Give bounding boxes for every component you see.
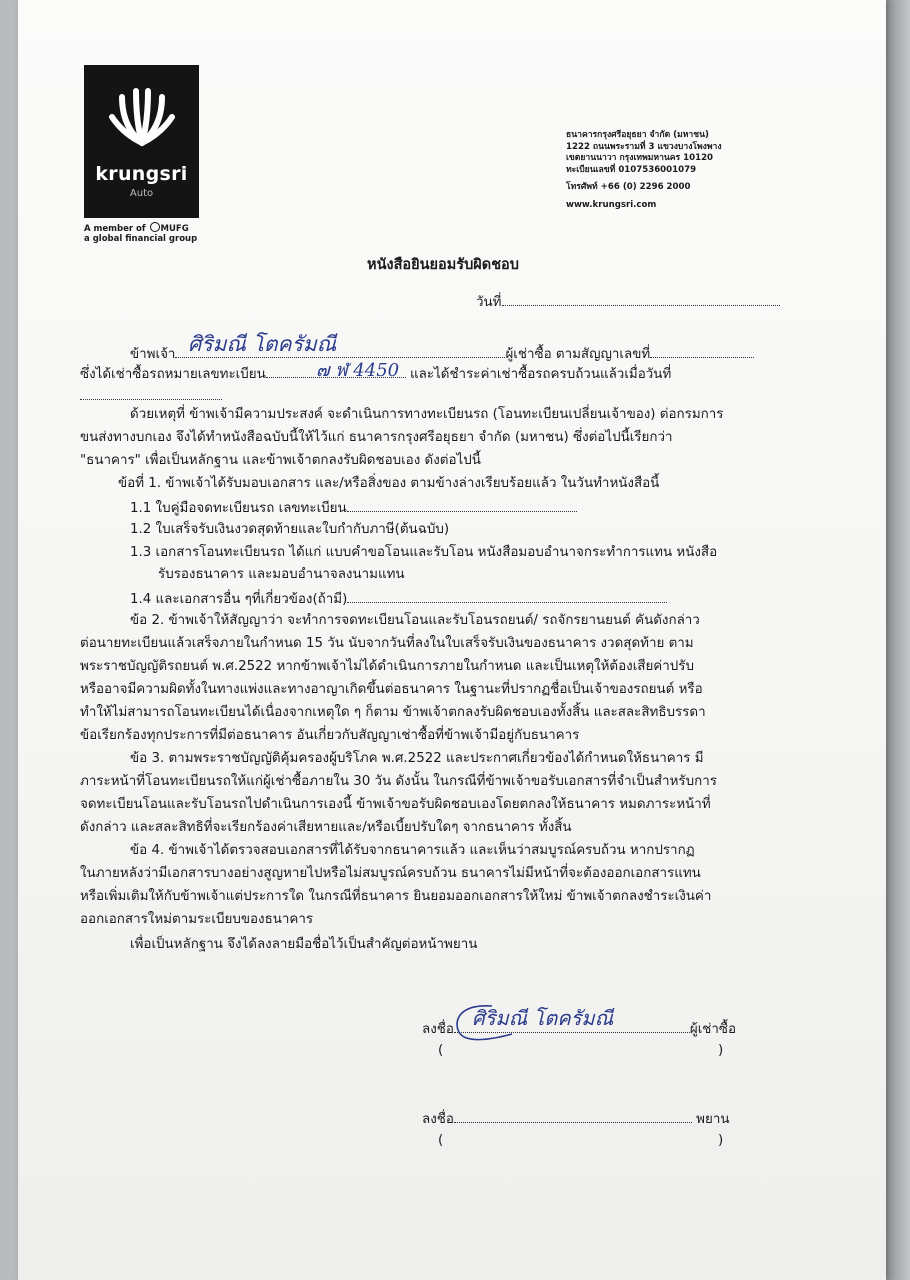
witness-signature-blank <box>454 1108 692 1123</box>
member-tagline <box>84 222 244 244</box>
clause3-line: ข้อ 3. ตามพระราชบัญญัติคุ้มครองผู้บริโภค พ.ศ.2522 และประกาศเกี่ยวข้องได้กำหนดให้ธนาคาร มี <box>130 751 704 766</box>
handwritten-renter-name: ศิริมณี โตครัมณี <box>188 332 337 356</box>
mufg-icon <box>150 222 160 232</box>
website: www.krungsri.com <box>566 199 657 210</box>
brand-name: krungsri <box>95 163 188 185</box>
clause4-line: หรือเพิ่มเติมให้กับข้าพเจ้าแต่ประการใด ในกรณีที่ธนาคาร ยินยอมออกเอกสารให้ใหม่ ข้าพเจ้าตกลงชำระเงินค่า <box>80 889 712 904</box>
brand-sub: Auto <box>129 188 154 199</box>
contract-label: ผู้เช่าซื้อ ตามสัญญาเลขที่ <box>505 347 651 362</box>
witness-paren-close: ) <box>718 1133 724 1148</box>
date-line <box>476 291 780 313</box>
member-mufg: MUFG <box>160 224 189 234</box>
paid-date-blank <box>80 385 222 400</box>
phone: โทรศัพท์ +66 (0) 2296 2000 <box>566 182 691 192</box>
bank-address <box>566 130 826 211</box>
handwritten-plate: ๗ ฬ 4450 <box>316 360 400 381</box>
clause3-line: ดังกล่าว และสละสิทธิที่จะเรียกร้องค่าเสียหายและ/หรือเบี้ยปรับใดๆ จากธนาคาร ทั้งสิ้น <box>80 820 572 835</box>
clause4-line: ข้อ 4. ข้าพเจ้าได้ตรวจสอบเอกสารที่ได้รับจากธนาคารแล้ว และเห็นว่าสมบูรณ์ครบถ้วน หากปรากฏ <box>130 843 695 858</box>
paid-label: และได้ชำระค่าเช่าซื้อรถครบถ้วนแล้วเมื่อวันที่ <box>410 367 672 382</box>
page-edge-shadow <box>886 0 910 1280</box>
item-1-3: 1.3 เอกสารโอนทะเบียนรถ ได้แก่ แบบคำขอโอนและรับโอน หนังสือมอบอำนาจกระทำการแทน หนังสือ <box>130 545 718 560</box>
member-line2: a global financial group <box>84 234 198 244</box>
clause2-line: หรืออาจมีความผิดทั้งในทางแพ่งและทางอาญาเกิดขึ้นต่อธนาคาร ในฐานะที่ปรากฏชื่อเป็นเจ้าของรถยนต์ หรือ <box>80 682 703 697</box>
sign-label: ลงชื่อ <box>422 1022 454 1037</box>
item-1-2: 1.2 ใบเสร็จรับเงินงวดสุดท้ายและใบกำกับภาษี(ต้นฉบับ) <box>130 522 450 537</box>
renter-signature: ศิริมณี โตครัมณี <box>472 1006 614 1030</box>
address-line: ธนาคารกรุงศรีอยุธยา จำกัด (มหาชน) <box>566 130 709 140</box>
witness-paren-open: ( <box>438 1133 444 1148</box>
renter-paren-open: ( <box>438 1043 444 1058</box>
para1-line: "ธนาคาร" เพื่อเป็นหลักฐาน และข้าพเจ้าตกลงรับผิดชอบเอง ดังต่อไปนี้ <box>80 453 481 468</box>
item-1-1-label: 1.1 ใบคู่มือจดทะเบียนรถ เลขทะเบียน <box>130 501 347 516</box>
renter-paren-close: ) <box>718 1043 724 1058</box>
clause4-line: ออกเอกสารใหม่ตามระเบียบของธนาคาร <box>80 912 314 927</box>
address-line: ทะเบียนเลขที่ 0107536001079 <box>566 164 697 175</box>
member-line1: A member of <box>84 224 146 234</box>
date-blank <box>502 291 780 306</box>
address-line: 1222 ถนนพระรามที่ 3 แขวงบางโพงพาง <box>566 141 722 152</box>
clause2-line: ข้อ 2. ข้าพเจ้าให้สัญญาว่า จะทำการจดทะเบียนโอนและรับโอนรถยนต์/ รถจักรยานยนต์ คันดังกล่าว <box>130 613 700 628</box>
clause2-line: ต่อนายทะเบียนแล้วเสร็จภายในกำหนด 15 วัน นับจากวันที่ลงในใบเสร็จรับเงินของธนาคาร งวดสุดท้าย ตาม <box>80 636 694 651</box>
renter-label: ข้าพเจ้า <box>130 347 176 362</box>
clause1-heading: ข้อที่ 1. ข้าพเจ้าได้รับมอบเอกสาร และ/หรือสิ่งของ ตามข้างล่างเรียบร้อยแล้ว ในวันทำหนังสือนี้ <box>118 476 660 491</box>
date-label: วันที่ <box>476 295 502 310</box>
clause2-line: พระราชบัญญัติรถยนต์ พ.ศ.2522 หากข้าพเจ้าไม่ได้ดำเนินการภายในกำหนด และเป็นเหตุให้ต้องเสียค่าปรับ <box>80 659 694 674</box>
address-line: เขตยานนาวา กรุงเทพมหานคร 10120 <box>566 153 714 163</box>
document-page <box>18 0 886 1280</box>
item-1-3-cont: รับรองธนาคาร และมอบอำนาจลงนามแทน <box>158 567 405 582</box>
krungsri-logo <box>84 65 199 218</box>
paid-date-line <box>80 385 222 407</box>
clause2-line: ทำให้ไม่สามารถโอนทะเบียนได้เนื่องจากเหตุใด ๆ ก็ตาม ข้าพเจ้าตกลงรับผิดชอบเองทั้งสิ้น และสละสิทธิบรรดา <box>80 705 706 720</box>
item-1-4 <box>130 588 667 610</box>
item-1-1 <box>130 497 577 519</box>
document-title: หนังสือยินยอมรับผิดชอบ <box>367 257 519 273</box>
item-1-4-blank <box>347 588 667 603</box>
clause3-line: จดทะเบียนโอนและรับโอนรถไปดำเนินการเองนี้ ข้าพเจ้าขอรับผิดชอบเองโดยตกลงให้ธนาคาร หมดภาระหน้าที่ <box>80 797 711 812</box>
item-1-1-blank <box>347 497 577 512</box>
contract-blank <box>650 343 754 358</box>
renter-role-label: ผู้เช่าซื้อ <box>689 1022 737 1037</box>
witness-role-label: พยาน <box>696 1112 730 1127</box>
para1-line: ขนส่งทางบกเอง จึงได้ทำหนังสือฉบับนี้ให้ไว้แก่ ธนาคารกรุงศรีอยุธยา จำกัด (มหาชน) ซึ่งต่อไปนี้เรียกว่า <box>80 430 673 445</box>
clause2-line: ข้อเรียกร้องทุกประการที่มีต่อธนาคาร อันเกี่ยวกับสัญญาเช่าซื้อที่ข้าพเจ้ามีอยู่กับธนาคาร <box>80 728 580 743</box>
clause3-line: ภาระหน้าที่โอนทะเบียนรถให้แก่ผู้เช่าซื้อภายใน 30 วัน ดังนั้น ในกรณีที่ข้าพเจ้าขอรับเอกสารที่จำเป็นสำหรับการ <box>80 774 717 789</box>
item-1-4-label: 1.4 และเอกสารอื่น ๆที่เกี่ยวข้อง(ถ้ามี) <box>130 592 348 607</box>
plate-label: ซึ่งได้เช่าซื้อรถหมายเลขทะเบียน <box>80 367 266 382</box>
closing-statement: เพื่อเป็นหลักฐาน จึงได้ลงลายมือชื่อไว้เป็นสำคัญต่อหน้าพยาน <box>130 937 478 952</box>
para1-line: ด้วยเหตุที่ ข้าพเจ้ามีความประสงค์ จะดำเนินการทางทะเบียนรถ (โอนทะเบียนเปลี่ยนเจ้าของ) ต่อกรมการ <box>130 407 724 422</box>
clause4-line: ในภายหลังว่ามีเอกสารบางอย่างสูญหายไปหรือไม่สมบูรณ์ครบถ้วน ธนาคารไม่มีหน้าที่จะต้องออกเอกสารแทน <box>80 866 701 881</box>
sign-label: ลงชื่อ <box>422 1112 454 1127</box>
krungsri-emblem-icon <box>106 83 178 155</box>
witness-signature-line <box>422 1108 730 1130</box>
